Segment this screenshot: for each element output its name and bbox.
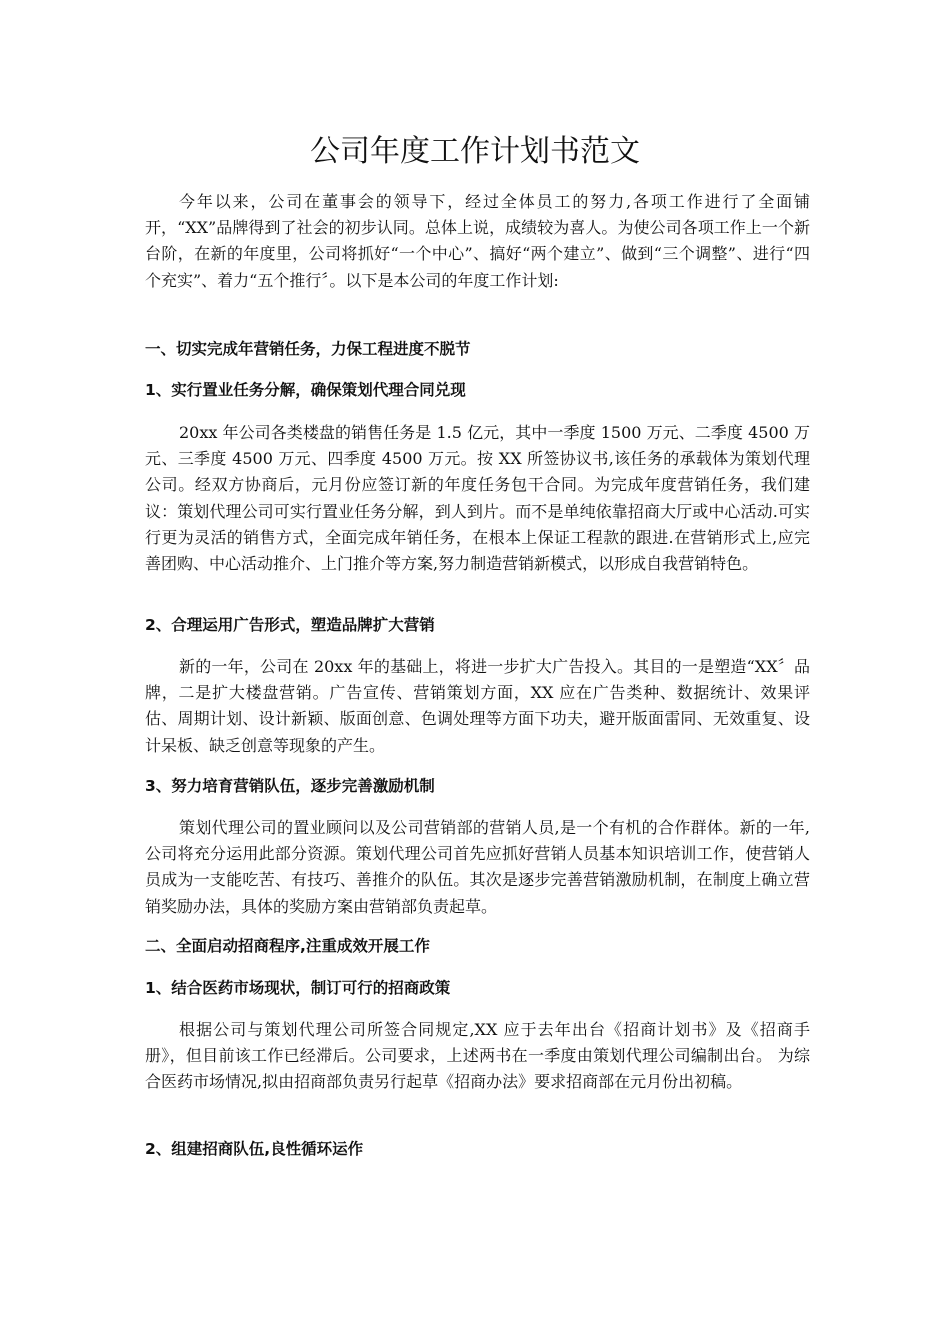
intro-paragraph: 今年以来，公司在董事会的领导下，经过全体员工的努力,各项工作进行了全面铺开，“XX”品牌得到了社会的初步认同。总体上说，成绩较为喜人。为使公司各项工作上一个新台阶，在新的年度里，公司将抓好“一个中心”、搞好“两个建立”、做到“三个调整”、进行“四个充实”、着力“五个推行〞。以下是本公司的年度工作计划: [145,192,810,290]
section-2-item-1-paragraph: 根据公司与策划代理公司所签合同规定,XX 应于去年出台《招商计划书》及《招商手册》，但目前该工作已经滞后。公司要求，上述两书在一季度由策划代理公司编制出台。 为综合医药市场情况,拟由招商部负责另行起草《招商办法》要求招商部在元月份出初稿。 [145,1020,810,1092]
section-2-heading: 二、全面启动招商程序,注重成效开展工作 [145,937,430,955]
section-2-item-1-heading: 1、结合医药市场现状，制订可行的招商政策 [145,979,451,997]
section-1-heading: 一、切实完成年营销任务，力保工程进度不脱节 [145,340,471,358]
section-1-item-1-paragraph: 20xx 年公司各类楼盘的销售任务是 1.5 亿元，其中一季度 1500 万元、二季度 4500 万元、三季度 4500 万元、四季度 4500 万元。按 XX 所签协议书,该任务的承载体为策划代理公司。经双方协商后，元月份应签订新的年度任务包干合同。为完成年度营销任务，我们建议：策划代理公司可实行置业任务分解，到人到片。而不是单纯依靠招商大厅或中心活动.可实行更为灵活的销售方式，全面完成年销任务，在根本上保证工程款的跟进.在营销形式上,应完善团购、中心活动推介、上门推介等方案,努力制造营销新模式，以形成自我营销特色。 [145,423,810,574]
section-2-item-2-heading: 2、组建招商队伍,良性循环运作 [145,1140,364,1158]
section-1-item-3-paragraph: 策划代理公司的置业顾问以及公司营销部的营销人员,是一个有机的合作群体。新的一年,公司将充分运用此部分资源。策划代理公司首先应抓好营销人员基本知识培训工作，使营销人员成为一支能吃苦、有技巧、善推介的队伍。其次是逐步完善营销激励机制，在制度上确立营销奖励办法，具体的奖励方案由营销部负责起草。 [145,818,810,916]
section-1-item-3-heading: 3、努力培育营销队伍，逐步完善激励机制 [145,777,435,795]
section-1-item-1-heading: 1、实行置业任务分解，确保策划代理合同兑现 [145,381,466,399]
document-title: 公司年度工作计划书范文 [310,134,640,169]
section-1-item-2-paragraph: 新的一年，公司在 20xx 年的基础上，将进一步扩大广告投入。其目的一是塑造“XX〞品牌，二是扩大楼盘营销。广告宣传、营销策划方面，XX 应在广告类种、数据统计、效果评估、周期计划、设计新颖、版面创意、色调处理等方面下功夫，避开版面雷同、无效重复、设计呆板、缺乏创意等现象的产生。 [145,657,810,755]
section-1-item-2-heading: 2、合理运用广告形式，塑造品牌扩大营销 [145,616,435,634]
